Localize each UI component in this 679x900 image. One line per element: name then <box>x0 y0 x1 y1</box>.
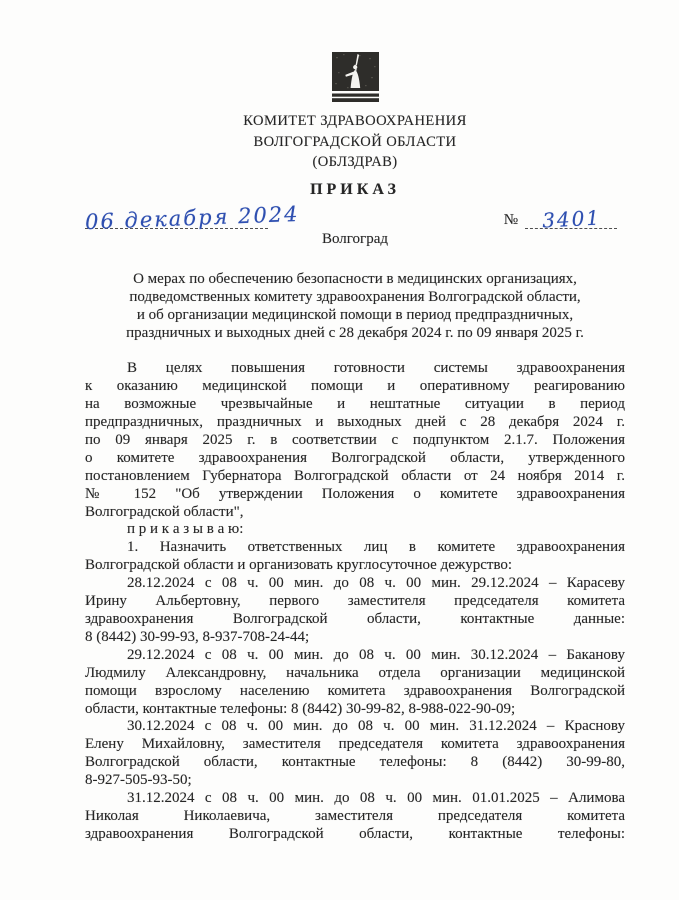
paragraph-line: Ирину Альбертовну, первого заместителя председателя комитета <box>85 593 625 610</box>
paragraph-line: 28.12.2024 с 08 ч. 00 мин. до 08 ч. 00 мин. 29.12.2024 – Карасеву <box>127 575 625 592</box>
document-title-line: О мерах по обеспечению безопасности в медицинских организациях, <box>133 270 577 287</box>
org-name-line: (ОБЛЗДРАВ) <box>312 154 398 170</box>
document-title-line: и об организации медицинской помощи в период предпраздничных, <box>136 306 574 323</box>
handwritten-date: 06 декабря 2024 <box>84 201 300 234</box>
number-field <box>503 204 617 233</box>
emblem-wrap <box>85 52 625 102</box>
paragraph-line: здравоохранения Волгоградской области, контактные данные: <box>85 611 625 627</box>
paragraph-line: № 152 "Об утверждении Положения о комитете здравоохранения <box>85 485 625 502</box>
paragraph-line: области, контактные телефоны: 8 (8442) 30-99-82, 8-988-022-90-09; <box>85 700 516 717</box>
paragraph-line: на возможные чрезвычайные и нештатные ситуации в период <box>85 396 625 413</box>
paragraph-line: постановлением Губернатора Волгоградской области от 24 ноября 2014 г. <box>85 467 625 484</box>
paragraph-line: 30.12.2024 с 08 ч. 00 мин. до 08 ч. 00 мин. 31.12.2024 – Краснову <box>127 718 625 735</box>
paragraph-line: 8-927-505-93-50; <box>85 772 192 789</box>
number-line <box>525 204 617 233</box>
date-number-row <box>84 201 625 234</box>
paragraph-line: к оказанию медицинской помощи и оперативному реагированию <box>85 378 625 395</box>
paragraph-line: п р и к а з ы в а ю: <box>127 521 244 538</box>
document-body <box>85 360 625 843</box>
paragraph-line: Елену Михайловну, заместителя председателя комитета здравоохранения <box>85 736 625 753</box>
org-name-line: КОМИТЕТ ЗДРАВООХРАНЕНИЯ <box>243 113 467 129</box>
paragraph-line: 29.12.2024 с 08 ч. 00 мин. до 08 ч. 00 мин. 30.12.2024 – Баканову <box>127 646 625 663</box>
paragraph-line: 1. Назначить ответственных лиц в комитете здравоохранения <box>127 539 625 556</box>
paragraph-line: Людмилу Александровну, начальника отдела организации медицинской <box>85 664 625 681</box>
paragraph-line: 31.12.2024 с 08 ч. 00 мин. до 08 ч. 00 мин. 01.01.2025 – Алимова <box>127 790 625 807</box>
paragraph-line: Николая Николаевича, заместителя председателя комитета <box>85 807 625 824</box>
city-label: Волгоград <box>321 230 388 247</box>
document-title-line: подведомственных комитету здравоохранения Волгоградской области, <box>129 288 581 305</box>
paragraph-line: 8 (8442) 30-99-93, 8-937-708-24-44; <box>85 628 310 645</box>
org-name <box>85 111 625 173</box>
document-type-title: ПРИКАЗ <box>310 180 400 198</box>
motherland-calls-emblem-icon <box>332 89 379 106</box>
paragraph-line: Волгоградской области", <box>85 503 244 520</box>
paragraph-line: помощи взрослому населению комитета здравоохранения Волгоградской <box>85 682 625 699</box>
paragraph-line: предпраздничных, праздничных и выходных дней с 28 декабря 2024 г. <box>85 414 625 431</box>
paragraph-line: о комитете здравоохранения Волгоградской области, утвержденного <box>85 449 625 466</box>
org-name-line: ВОЛГОГРАДСКОЙ ОБЛАСТИ <box>253 133 457 150</box>
paragraph-line: по 09 января 2025 г. в соответствии с подпунктом 2.1.7. Положения <box>85 431 625 448</box>
paragraph-line: Волгоградской области и организовать круглосуточное дежурство: <box>85 557 513 574</box>
handwritten-number: 3401 <box>541 204 602 233</box>
date-field <box>84 201 300 234</box>
document-title-line: праздничных и выходных дней с 28 декабря 2024 г. по 09 января 2025 г. <box>126 325 584 342</box>
number-label: № <box>503 211 518 228</box>
paragraph-line: Волгоградской области, контактные телефоны: 8 (8442) 30-99-80, <box>85 754 625 771</box>
paragraph-line: В целях повышения готовности системы здравоохранения <box>127 360 625 377</box>
document-title <box>85 270 625 343</box>
paragraph-line: здравоохранения Волгоградской области, контактные телефоны: <box>85 825 625 842</box>
